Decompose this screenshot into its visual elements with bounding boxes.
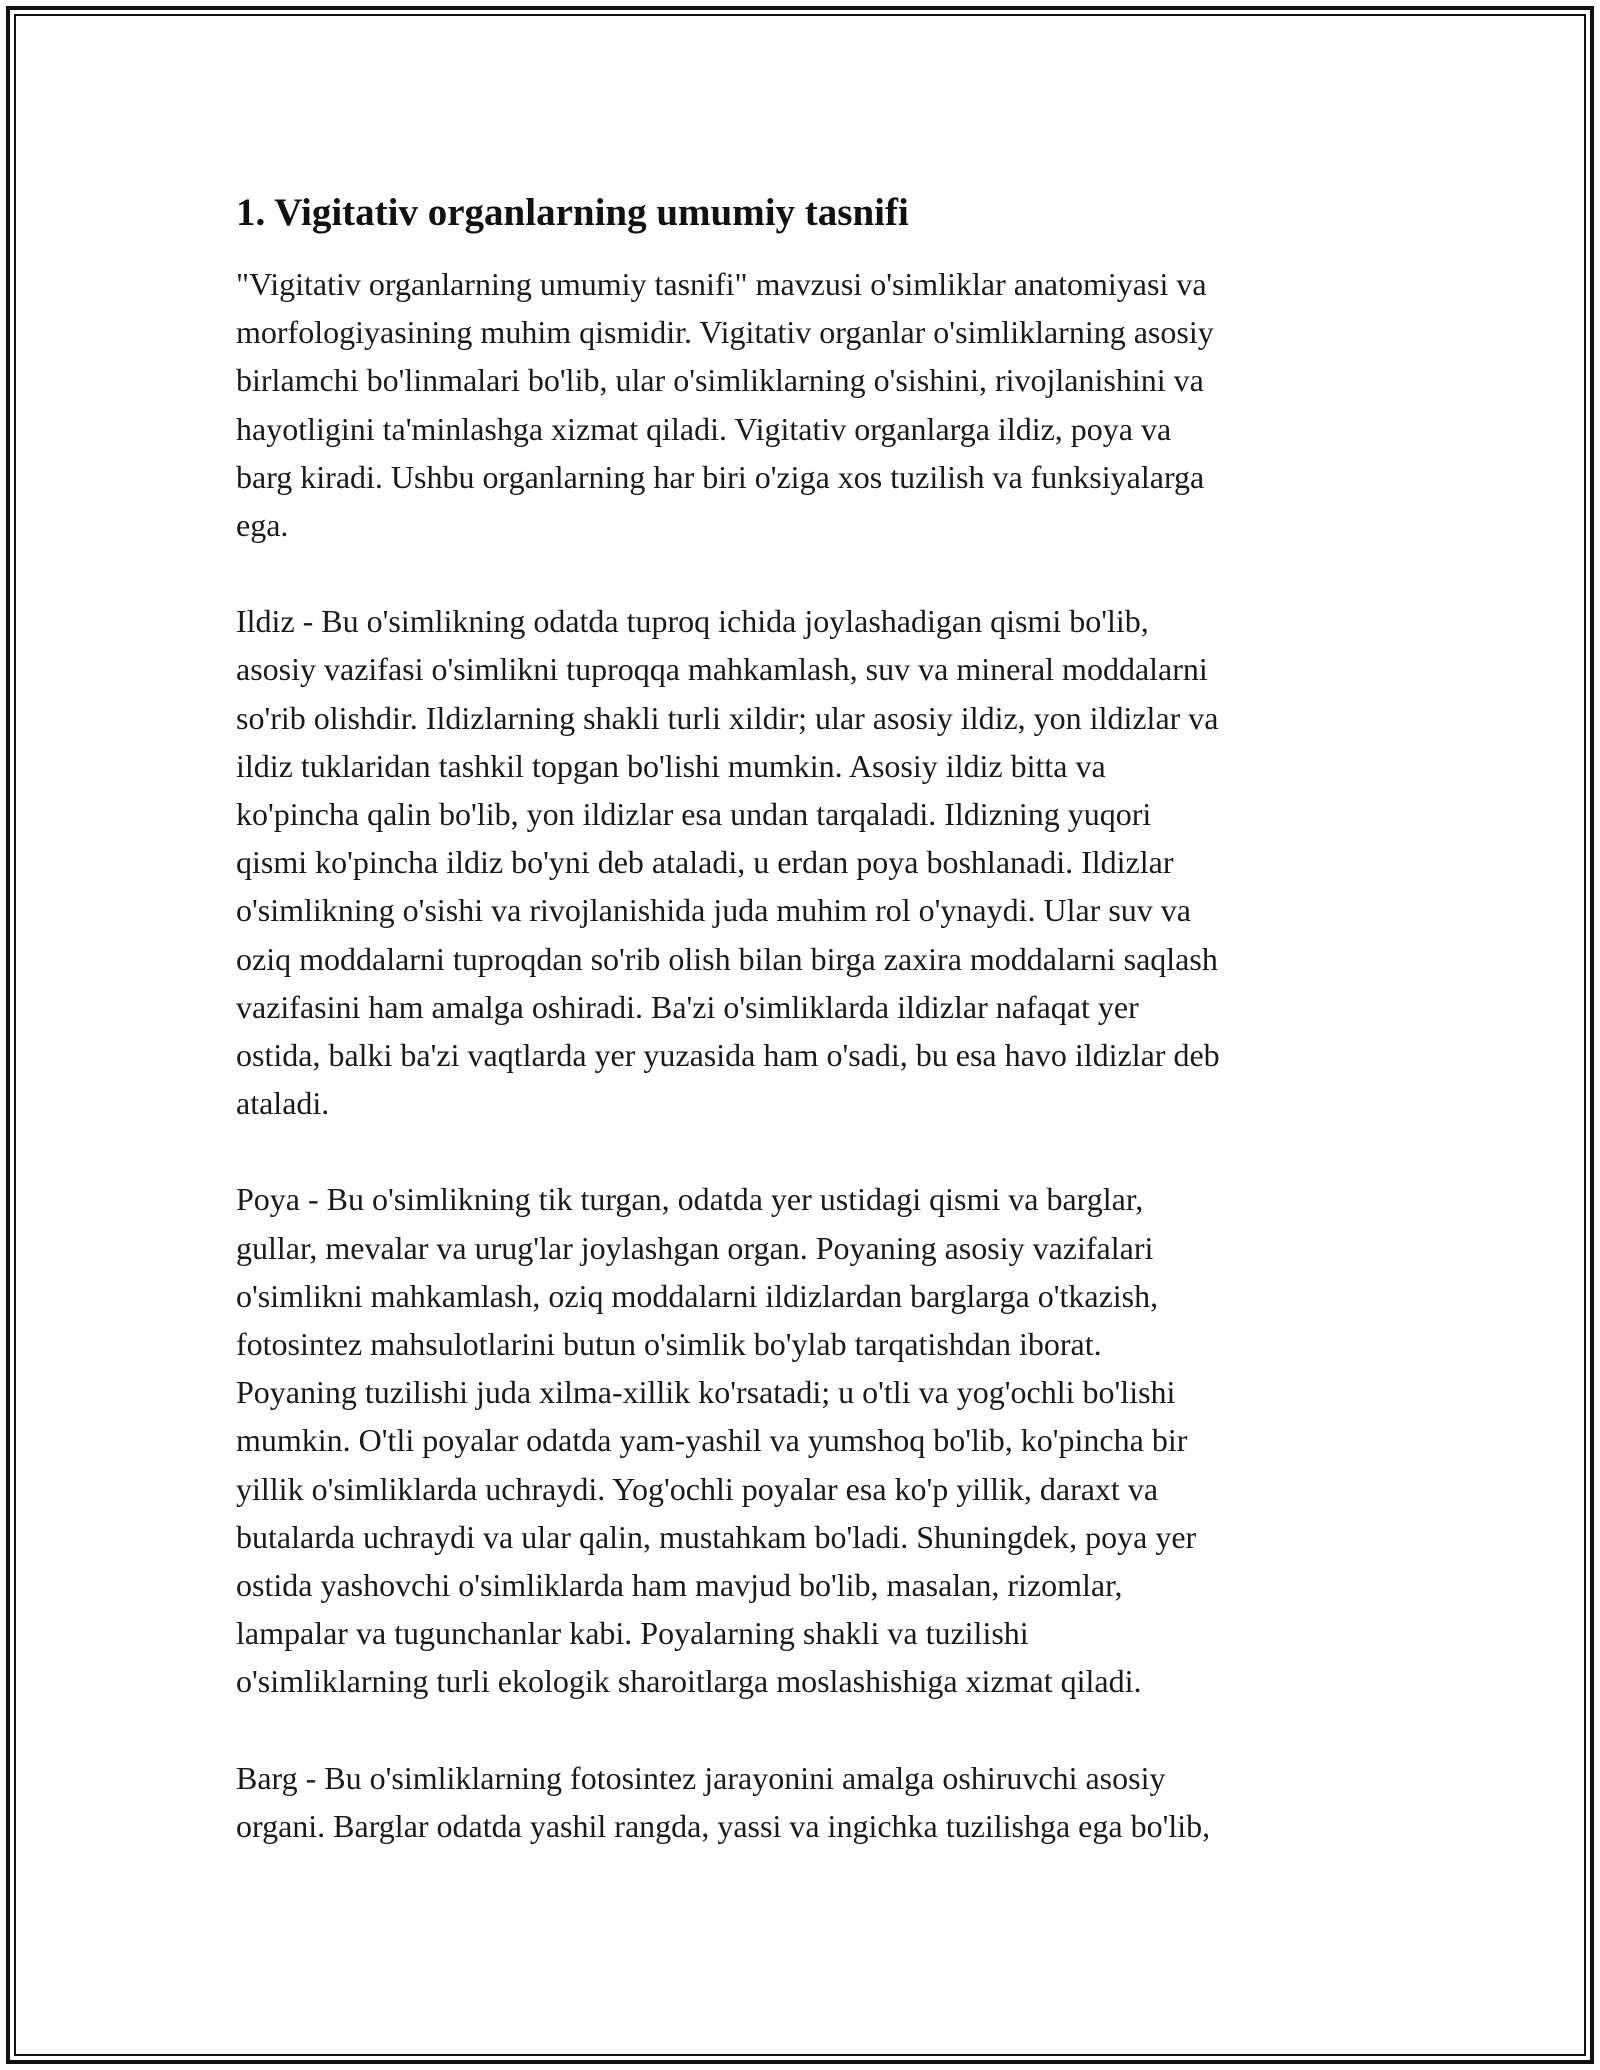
paragraph-barg: Barg - Bu o'simliklarning fotosintez jarayonini amalga oshiruvchi asosiy organi. Barglar odatda yashil rangda, yassi va ingichka tuzilishga ega bo'lib, <box>236 1759 1211 1844</box>
document-body <box>236 188 1366 1898</box>
paragraph-poya: Poya - Bu o'simlikning tik turgan, odatda yer ustidagi qismi va barglar, gullar, mevalar va urug'lar joylashgan organ. Poyaning asosiy vazifalari o'simlikni mahkamlash, oziq moddalarni ildizlardan barglarga o'tkazish, fotosintez mahsulotlarini butun o'simlik bo'ylab tarqatishdan iborat. Poyaning tuzilishi juda xilma-xillik ko'rsatadi; u o'tli va yog'ochli bo'lishi mumkin. O'tli poyalar odatda yam-yashil va yumshoq bo'lib, ko'pincha bir yillik o'simliklarda uchraydi. Yog'ochli poyalar esa ko'p yillik, daraxt va butalarda uchraydi va ular qalin, mustahkam bo'ladi. Shuningdek, poya yer ostida yashovchi o'simliklarda ham mavjud bo'lib, masalan, rizomlar, lampalar va tugunchanlar kabi. Poyalarning shakli va tuzilishi o'simliklarning turli ekologik sharoitlarga moslashishiga xizmat qiladi. <box>236 1181 1197 1700</box>
document-title: 1. Vigitativ organlarning umumiy tasnifi <box>236 191 909 234</box>
paragraph-intro: "Vigitativ organlarning umumiy tasnifi" mavzusi o'simliklar anatomiyasi va morfologiyasining muhim qismidir. Vigitativ organlar o'simliklarning asosiy birlamchi bo'linmalari bo'lib, ular o'simliklarning o'sishini, rivojlanishini va hayotligini ta'minlashga xizmat qiladi. Vigitativ organlarga ildiz, poya va barg kiradi. Ushbu organlarning har biri o'ziga xos tuzilish va funksiyalarga ega. <box>236 266 1214 544</box>
paragraph-ildiz: Ildiz - Bu o'simlikning odatda tuproq ichida joylashadigan qismi bo'lib, asosiy vazifasi o'simlikni tuproqqa mahkamlash, suv va mineral moddalarni so'rib olishdir. Ildizlarning shakli turli xildir; ular asosiy ildiz, yon ildizlar va ildiz tuklaridan tashkil topgan bo'lishi mumkin. Asosiy ildiz bitta va ko'pincha qalin bo'lib, yon ildizlar esa undan tarqaladi. Ildizning yuqori qismi ko'pincha ildiz bo'yni deb ataladi, u erdan poya boshlanadi. Ildizlar o'simlikning o'sishi va rivojlanishida juda muhim rol o'ynaydi. Ular suv va oziq moddalarni tuproqdan so'rib olish bilan birga zaxira moddalarni saqlash vazifasini ham amalga oshiradi. Ba'zi o'simliklarda ildizlar nafaqat yer ostida, balki ba'zi vaqtlarda yer yuzasida ham o'sadi, bu esa havo ildizlar deb ataladi. <box>236 603 1220 1122</box>
